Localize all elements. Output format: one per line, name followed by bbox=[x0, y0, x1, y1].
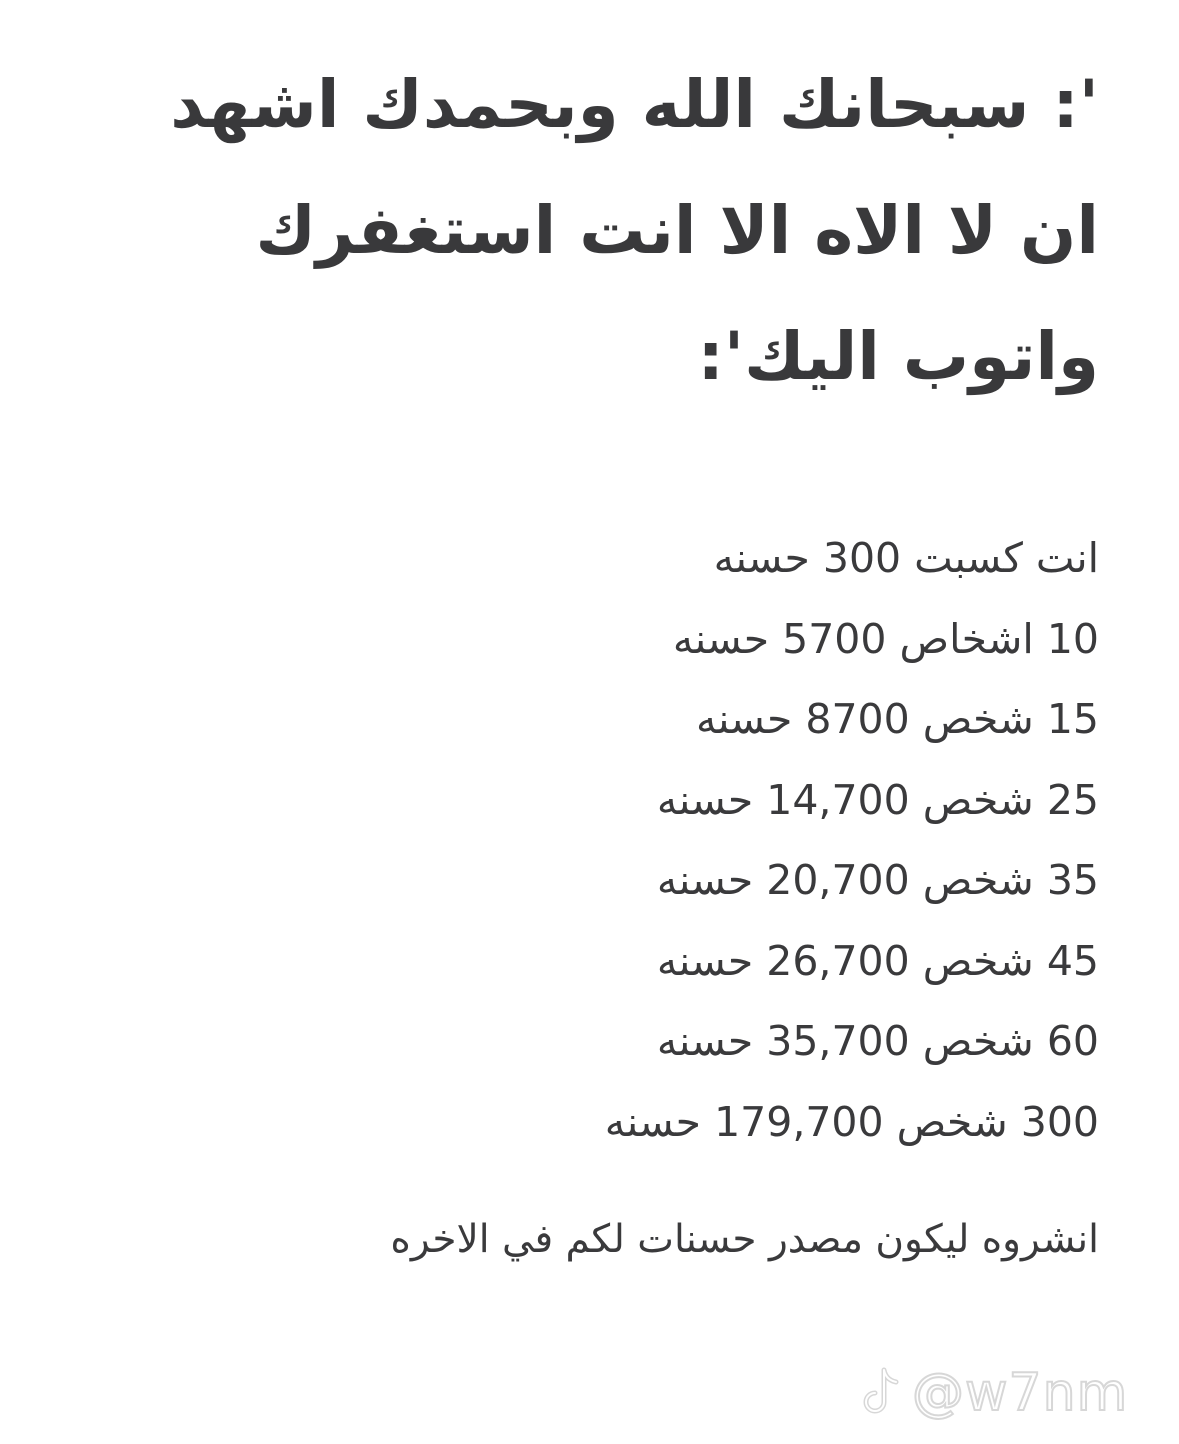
dhikr-title bbox=[80, 42, 1099, 420]
title-line: ': سبحانك الله وبحمدك اشهد bbox=[170, 66, 1099, 143]
list-item: 15 شخص 8700 حسنه bbox=[696, 695, 1099, 743]
share-call-to-action: انشروه ليكون مصدر حسنات لكم في الاخره bbox=[390, 1217, 1099, 1262]
list-item: 45 شخص 26,700 حسنه bbox=[656, 936, 1099, 985]
tiktok-icon bbox=[860, 1366, 904, 1420]
title-line: ان لا الاه الا انت استغفرك bbox=[255, 192, 1099, 269]
watermark-handle: @w7nm bbox=[912, 1363, 1129, 1423]
tiktok-watermark bbox=[860, 1358, 1160, 1428]
title-line: واتوب اليك': bbox=[697, 318, 1099, 395]
list-item: 60 شخص 35,700 حسنه bbox=[656, 1017, 1099, 1065]
list-item: 25 شخص 14,700 حسنه bbox=[656, 775, 1099, 824]
list-item: 300 شخص 179,700 حسنه bbox=[604, 1097, 1099, 1146]
list-item: انت كسبت 300 حسنه bbox=[713, 534, 1099, 582]
list-item: 35 شخص 20,700 حسنه bbox=[656, 856, 1099, 904]
rewards-list bbox=[80, 518, 1099, 1162]
list-item: 10 اشخاص 5700 حسنه bbox=[672, 614, 1099, 663]
